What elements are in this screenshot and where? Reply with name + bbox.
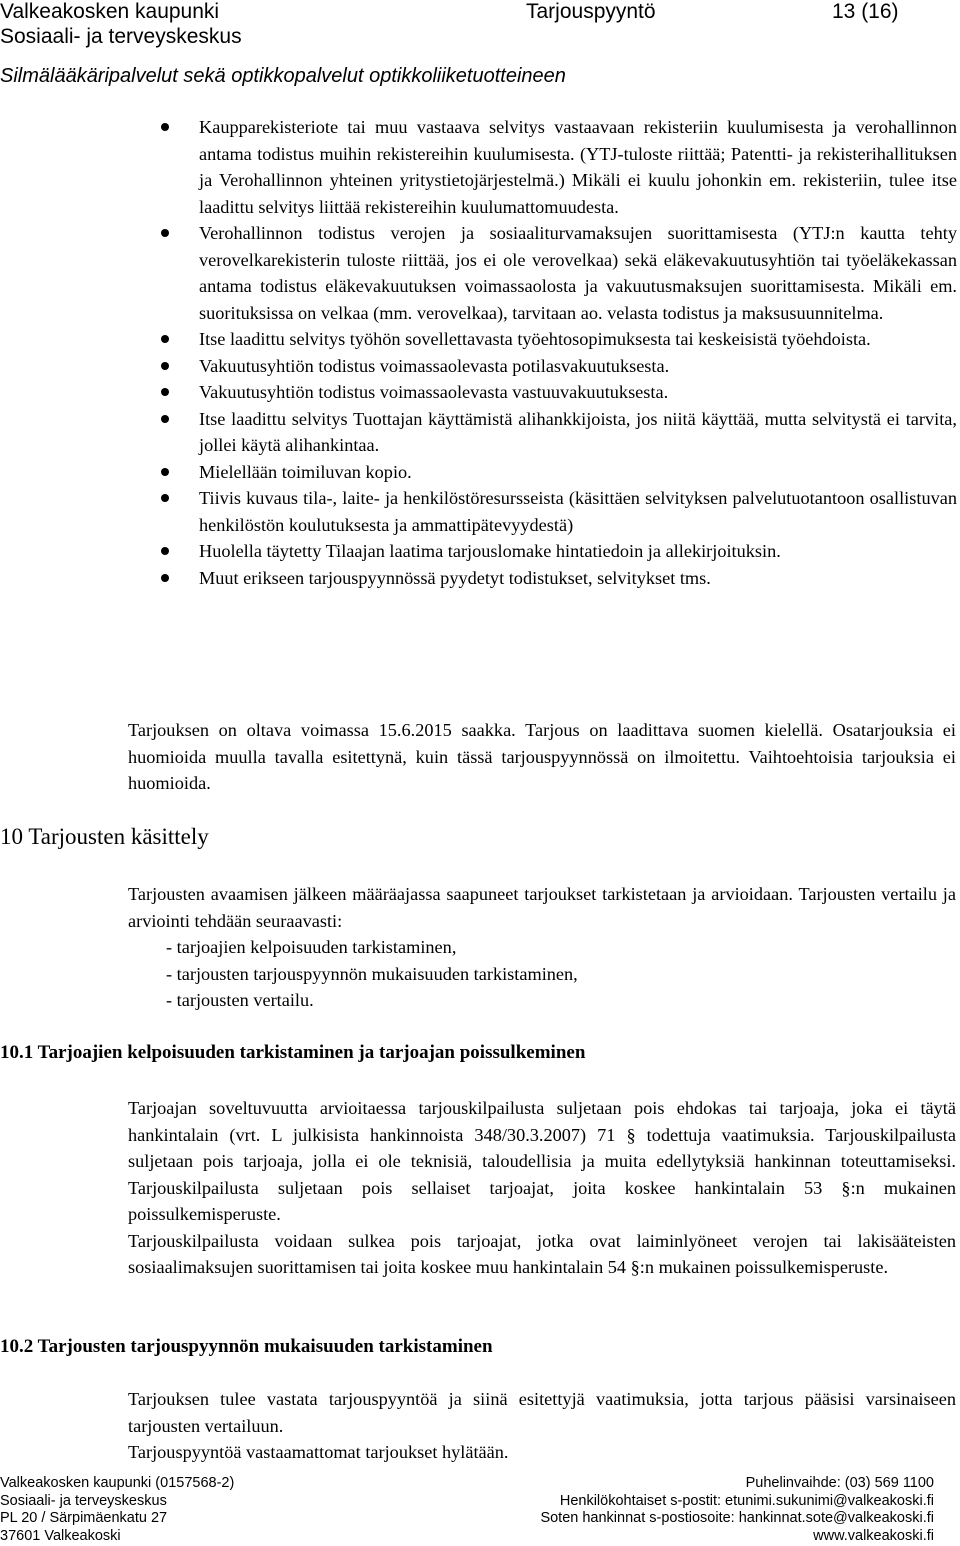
list-item-text: Mielellään toimiluvan kopio. — [199, 461, 412, 482]
footer-right — [540, 1475, 934, 1545]
footer-email-personal: Henkilökohtaiset s-postit: etunimi.sukunimi@valkeakoski.fi — [559, 1492, 934, 1509]
list-item — [161, 538, 957, 565]
list-item-text: Vakuutusyhtiön todistus voimassaolevasta vastuuvakuutuksesta. — [199, 382, 669, 402]
section-10-2-paragraph: Tarjouspyyntöä vastaamattomat tarjoukset hylätään. — [128, 1442, 509, 1462]
section-10-1-paragraph: Tarjoajan soveltuvuutta arvioitaessa tarjouskilpailusta suljetaan pois ehdokas tai tarjoaja, joka ei täytä hankintalain (vrt. L julkisista hankinnoista 348/30.3.2007) 71 § todettuja vaatimuksia. Tarjouskilpailusta suljetaan pois tarjoaja, jolla ei ole teknisiä, taloudellisia ja muita edellytyksiä hankinnan toteuttamiseksi. Tarjouskilpailusta suljetaan pois sellaiset tarjoajat, joita koskee hankintalain 53 §:n mukainen poissulkemisperuste. — [128, 1098, 956, 1224]
list-item-text: Tiivis kuvaus tila-, laite- ja henkilöstöresursseista (käsittäen selvityksen palvelutuotantoon osallistuvan henkilöstön koulutuksesta ja ammattipätevyydestä) — [199, 488, 957, 535]
list-item — [161, 326, 957, 353]
section-10-step: - tarjoajien kelpoisuuden tarkistaminen, — [166, 937, 457, 957]
header-subject: Silmälääkäripalvelut sekä optikkopalvelut optikkoliiketuotteineen — [0, 65, 566, 87]
list-item-text: Itse laadittu selvitys työhön sovellettavasta työehtosopimuksesta tai keskeisistä työehdoista. — [199, 329, 871, 349]
bullet-icon — [161, 123, 169, 131]
bullet-icon — [161, 362, 169, 370]
bullet-icon — [161, 229, 169, 237]
list-item-text: Huolella täytetty Tilaajan laatima tarjouslomake hintatiedoin ja allekirjoituksin. — [199, 541, 781, 561]
list-item — [161, 353, 957, 380]
bullet-icon — [161, 468, 169, 476]
list-item — [161, 114, 957, 220]
list-item — [161, 406, 957, 459]
header-org: Valkeakosken kaupunki — [0, 0, 220, 23]
footer-website: www.valkeakoski.fi — [813, 1527, 934, 1544]
list-item — [161, 565, 957, 592]
section-10-1-heading: 10.1 Tarjoajien kelpoisuuden tarkistaminen ja tarjoajan poissulkeminen — [0, 1042, 586, 1063]
bullet-icon — [161, 388, 169, 396]
footer-org: Valkeakosken kaupunki (0157568-2) — [0, 1475, 235, 1491]
list-item-text: Verohallinnon todistus verojen ja sosiaaliturvamaksujen suorittamisesta (YTJ:n kautta tehty verovelkarekisterin tuloste riittää, jos ei ole verovelkaa) sekä eläkevakuutusyhtiön tai työeläkekassan antama todistus eläkevakuutuksen voimassaolosta ja vakuutusmaksujen suorittamisesta. Mikäli em. suorituksissa on velkaa (mm. verovelkaa), tarvitaan ao. velasta todistus ja maksusuunnitelma. — [199, 223, 957, 323]
footer-postal: 37601 Valkeakoski — [0, 1527, 121, 1544]
section-10-2-body — [128, 1386, 956, 1466]
section-10-2-paragraph: Tarjouksen tulee vastata tarjouspyyntöä ja siinä esitettyjä vaatimuksia, jotta tarjous pääsisi varsinaiseen tarjousten vertailuun. — [128, 1389, 956, 1436]
footer-department: Sosiaali- ja terveyskeskus — [0, 1492, 167, 1509]
section-10-step: - tarjousten vertailu. — [166, 990, 314, 1010]
list-item — [161, 379, 957, 406]
attachment-list — [161, 114, 957, 591]
list-item-text: Vakuutusyhtiön todistus voimassaolevasta potilasvakuutuksesta. — [199, 355, 670, 376]
section-10-1-body — [128, 1095, 956, 1281]
footer-email-procurement: Soten hankinnat s-postiosoite: hankinnat.sote@valkeakoski.fi — [540, 1510, 934, 1526]
list-item — [161, 220, 957, 326]
section-10-step: - tarjousten tarjouspyynnön mukaisuuden tarkistaminen, — [166, 963, 578, 984]
footer-phone: Puhelinvaihde: (03) 569 1100 — [745, 1475, 934, 1491]
bullet-icon — [161, 547, 169, 555]
header-page-number: 13 (16) — [832, 0, 899, 23]
list-item-text: Kaupparekisteriote tai muu vastaava selvitys vastaavaan rekisteriin kuulumisesta ja verohallinnon antama todistus muihin rekistereihin kuulumisesta. (YTJ-tuloste riittää; Patentti- ja rekisterihallituksen ja Verohallinnon yhteinen yritystietojärjestelmä.) Mikäli ei kuulu johonkin em. rekisteriin, tulee itse laadittu selvitys liittää rekistereihin kuulumattomuudesta. — [199, 117, 957, 217]
list-item-text: Muut erikseen tarjouspyynnössä pyydetyt todistukset, selvitykset tms. — [199, 567, 711, 588]
footer-left — [0, 1475, 234, 1545]
section-10-heading: 10 Tarjousten käsittely — [0, 824, 209, 849]
section-10-intro: Tarjousten avaamisen jälkeen määräajassa saapuneet tarjoukset tarkistetaan ja arvioidaan. Tarjousten vertailu ja arviointi tehdään seuraavasti: — [128, 884, 956, 931]
validity-text: Tarjouksen on oltava voimassa 15.6.2015 saakka. Tarjous on laadittava suomen kielellä. Osatarjouksia ei huomioida muulla tavalla esitettynä, kuin tässä tarjouspyynnössä on ilmoitettu. Vaihtoehtoisia tarjouksia ei huomioida. — [128, 720, 956, 793]
validity-paragraph — [128, 717, 956, 797]
list-item — [161, 485, 957, 538]
header-department: Sosiaali- ja terveyskeskus — [0, 25, 242, 48]
list-item — [161, 459, 957, 486]
section-10-2-heading: 10.2 Tarjousten tarjouspyynnön mukaisuuden tarkistaminen — [0, 1336, 493, 1357]
section-10-1-paragraph: Tarjouskilpailusta voidaan sulkea pois tarjoajat, jotka ovat laiminlyöneet verojen tai lakisääteisten sosiaalimaksujen suorittamisen tai joita koskee muu hankintalain 54 §:n mukainen poissulkemisperuste. — [128, 1230, 956, 1277]
bullet-icon — [161, 415, 169, 423]
bullet-icon — [161, 335, 169, 343]
footer-address: PL 20 / Särpimäenkatu 27 — [0, 1510, 168, 1526]
bullet-icon — [161, 574, 169, 582]
bullet-icon — [161, 494, 169, 502]
list-item-text: Itse laadittu selvitys Tuottajan käyttämistä alihankkijoista, jos niitä käyttää, mutta selvitystä ei tarvita, jollei käytä alihankintaa. — [199, 408, 957, 455]
section-10-body — [128, 881, 956, 1014]
header-doc-type: Tarjouspyyntö — [526, 0, 656, 23]
